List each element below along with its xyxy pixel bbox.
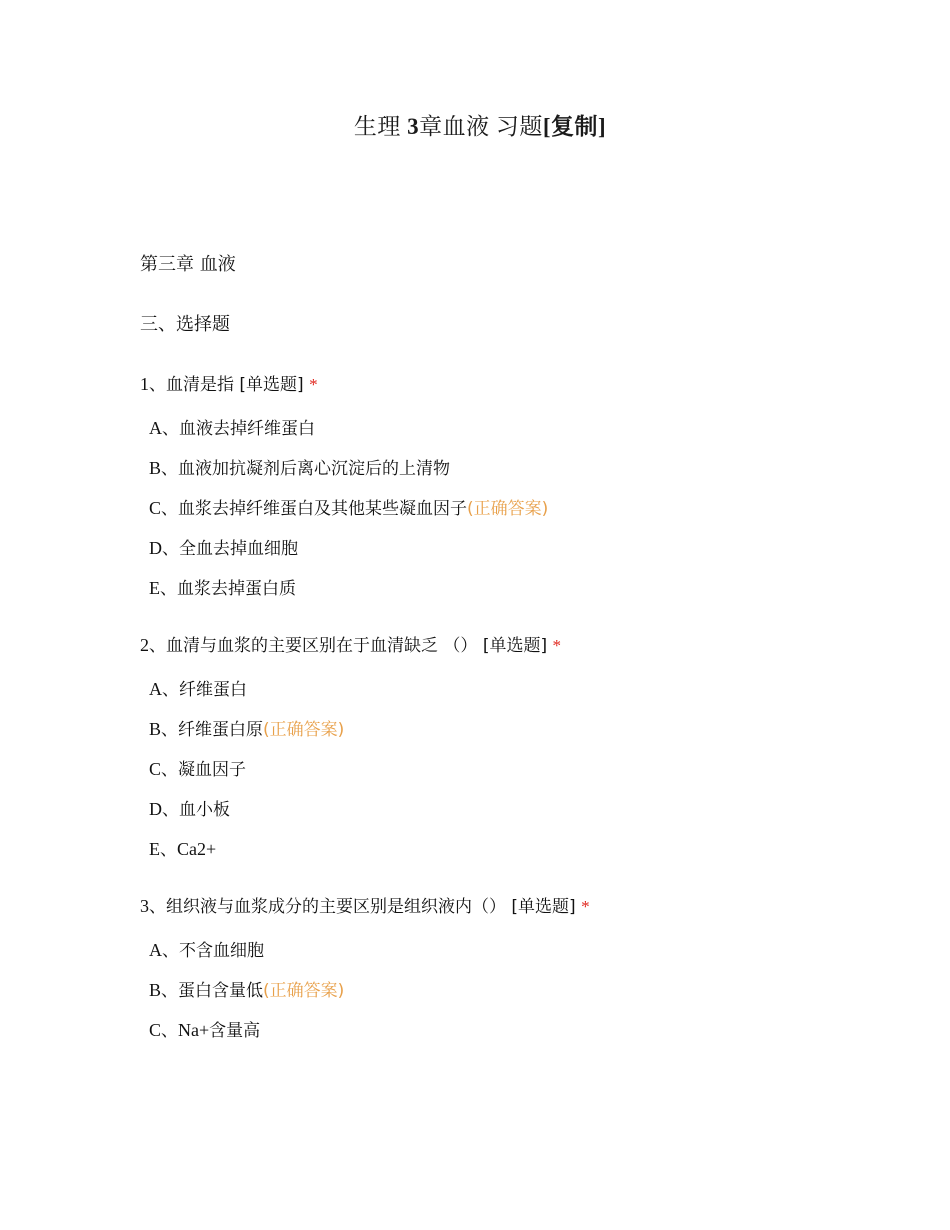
answer-option[interactable] [140, 976, 860, 1004]
option-text-after: 含量高 [209, 1021, 261, 1041]
option-text: 、全血去掉血细胞 [162, 539, 298, 559]
answer-option[interactable] [140, 494, 860, 522]
question-type-label: [单选题] [482, 636, 548, 656]
answer-option[interactable] [140, 755, 860, 783]
question-number: 3 [140, 896, 149, 916]
option-letter: B [149, 458, 162, 478]
option-letter: D [149, 538, 162, 558]
option-letter: A [149, 940, 162, 960]
answer-option[interactable] [140, 534, 860, 562]
option-letter: B [149, 719, 162, 739]
option-text: 、血液去掉纤维蛋白 [162, 419, 315, 439]
answer-option[interactable] [140, 454, 860, 482]
required-mark: * [581, 897, 590, 916]
part-heading: 三、选择题 [140, 314, 230, 335]
option-text: 、纤维蛋白 [162, 680, 247, 700]
question-text: 、血清与血浆的主要区别在于血清缺乏 （） [149, 636, 478, 656]
question-number: 1 [140, 374, 149, 394]
question-text: 、血清是指 [149, 375, 234, 395]
option-letter: D [149, 799, 162, 819]
question-title [140, 893, 860, 920]
question-block [140, 893, 860, 1044]
correct-answer-label: (正确答案) [263, 981, 345, 1001]
correct-answer-label: (正确答案) [263, 720, 345, 740]
option-letter: C [149, 498, 162, 518]
option-text: 、蛋白含量低 [161, 981, 264, 1001]
correct-answer-label: (正确答案) [467, 499, 549, 519]
option-text: 、血浆去掉蛋白质 [160, 579, 296, 599]
option-text: 、血浆去掉纤维蛋白及其他某些凝血因子 [161, 499, 468, 519]
option-text: 、血液加抗凝剂后离心沉淀后的上清物 [161, 459, 451, 479]
required-mark: * [552, 636, 561, 655]
option-letter: A [149, 679, 162, 699]
title-prefix: 生理 [353, 114, 401, 139]
option-letter: C [149, 759, 162, 779]
title-number: 3 [407, 114, 420, 139]
answer-option[interactable] [140, 574, 860, 602]
option-letter: E [149, 839, 160, 859]
answer-option[interactable] [140, 1016, 860, 1044]
question-type-label: [单选题] [239, 375, 304, 395]
option-text: 、凝血因子 [161, 760, 247, 780]
question-type-label: [单选题] [511, 897, 576, 917]
option-text: 、 [160, 840, 177, 860]
question-number: 2 [140, 635, 149, 655]
option-letter: E [149, 578, 160, 598]
answer-option[interactable] [140, 795, 860, 823]
question-block [140, 632, 860, 863]
option-text: 、纤维蛋白原 [161, 720, 264, 740]
answer-option[interactable] [140, 675, 860, 703]
option-text: 、血小板 [162, 800, 230, 820]
option-letter: A [149, 418, 162, 438]
option-text: 、 [161, 1021, 179, 1041]
required-mark: * [309, 375, 318, 394]
title-middle: 章血液 习题 [419, 114, 543, 139]
chapter-heading: 第三章 血液 [140, 254, 236, 275]
question-block [140, 371, 860, 602]
answer-option[interactable] [140, 936, 860, 964]
option-formula: Na+ [178, 1020, 210, 1040]
document-title [0, 108, 950, 141]
answer-option[interactable] [140, 835, 860, 863]
option-letter: C [149, 1020, 162, 1040]
question-list [140, 371, 860, 1044]
option-formula: Ca2+ [177, 839, 217, 859]
title-suffix: [复制] [542, 114, 607, 139]
answer-option[interactable] [140, 715, 860, 743]
document-body [140, 251, 860, 1074]
option-letter: B [149, 980, 162, 1000]
answer-option[interactable] [140, 414, 860, 442]
option-text: 、不含血细胞 [162, 941, 264, 961]
question-title [140, 371, 860, 398]
question-title [140, 632, 860, 659]
question-text: 、组织液与血浆成分的主要区别是组织液内（） [149, 897, 506, 917]
